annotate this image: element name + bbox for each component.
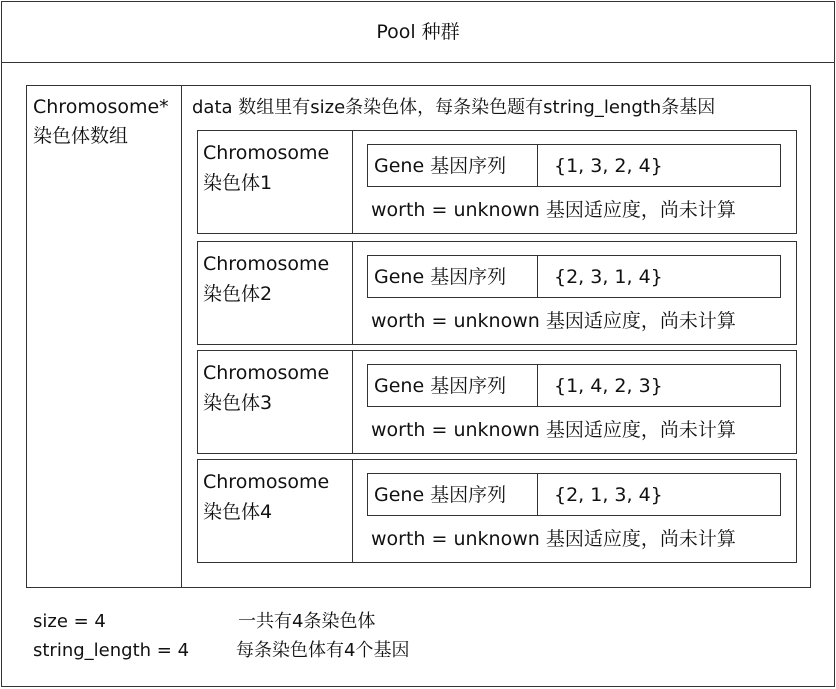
chromosome-name-line2: 染色体1 bbox=[203, 172, 273, 194]
chromosome-name-line1: Chromosome bbox=[203, 142, 330, 164]
chromosome-divider bbox=[352, 130, 353, 234]
chromosome-divider bbox=[352, 459, 353, 563]
gene-values: {2, 1, 3, 4} bbox=[554, 484, 663, 506]
data-array-divider bbox=[181, 85, 182, 588]
size-description: 一共有4条染色体 bbox=[238, 611, 376, 632]
worth-text: worth = unknown 基因适应度，尚未计算 bbox=[371, 528, 736, 550]
gene-divider bbox=[537, 364, 538, 407]
pool-title: Pool 种群 bbox=[376, 21, 460, 43]
gene-label: Gene 基因序列 bbox=[374, 155, 507, 177]
gene-values: {2, 3, 1, 4} bbox=[554, 266, 663, 288]
chromosome-name-line2: 染色体3 bbox=[203, 392, 273, 414]
size-label: size = 4 bbox=[33, 611, 106, 632]
chromosome-name-line1: Chromosome bbox=[203, 362, 330, 384]
chromosome-name-line1: Chromosome bbox=[203, 253, 330, 275]
chromosome-name-line1: Chromosome bbox=[203, 471, 330, 493]
chromosome-divider bbox=[352, 241, 353, 345]
worth-text: worth = unknown 基因适应度，尚未计算 bbox=[371, 310, 736, 332]
gene-divider bbox=[537, 144, 538, 187]
data-array-label-line1: Chromosome* bbox=[33, 96, 169, 118]
gene-divider bbox=[537, 473, 538, 516]
gene-values: {1, 3, 2, 4} bbox=[554, 155, 663, 177]
worth-text: worth = unknown 基因适应度，尚未计算 bbox=[371, 419, 736, 441]
gene-label: Gene 基因序列 bbox=[374, 266, 507, 288]
gene-label: Gene 基因序列 bbox=[374, 484, 507, 506]
string-length-description: 每条染色体有4个基因 bbox=[236, 640, 410, 661]
worth-text: worth = unknown 基因适应度，尚未计算 bbox=[371, 199, 736, 221]
string-length-label: string_length = 4 bbox=[33, 640, 190, 661]
chromosome-name-line2: 染色体2 bbox=[203, 283, 273, 305]
chromosome-name-line2: 染色体4 bbox=[203, 501, 273, 523]
gene-values: {1, 4, 2, 3} bbox=[554, 375, 663, 397]
pool-title-divider bbox=[1, 62, 835, 63]
data-array-description: data 数组里有size条染色体，每条染色题有string_length条基因 bbox=[192, 97, 716, 118]
gene-label: Gene 基因序列 bbox=[374, 375, 507, 397]
gene-divider bbox=[537, 255, 538, 298]
data-array-label-line2: 染色体数组 bbox=[33, 125, 129, 147]
chromosome-divider bbox=[352, 350, 353, 454]
